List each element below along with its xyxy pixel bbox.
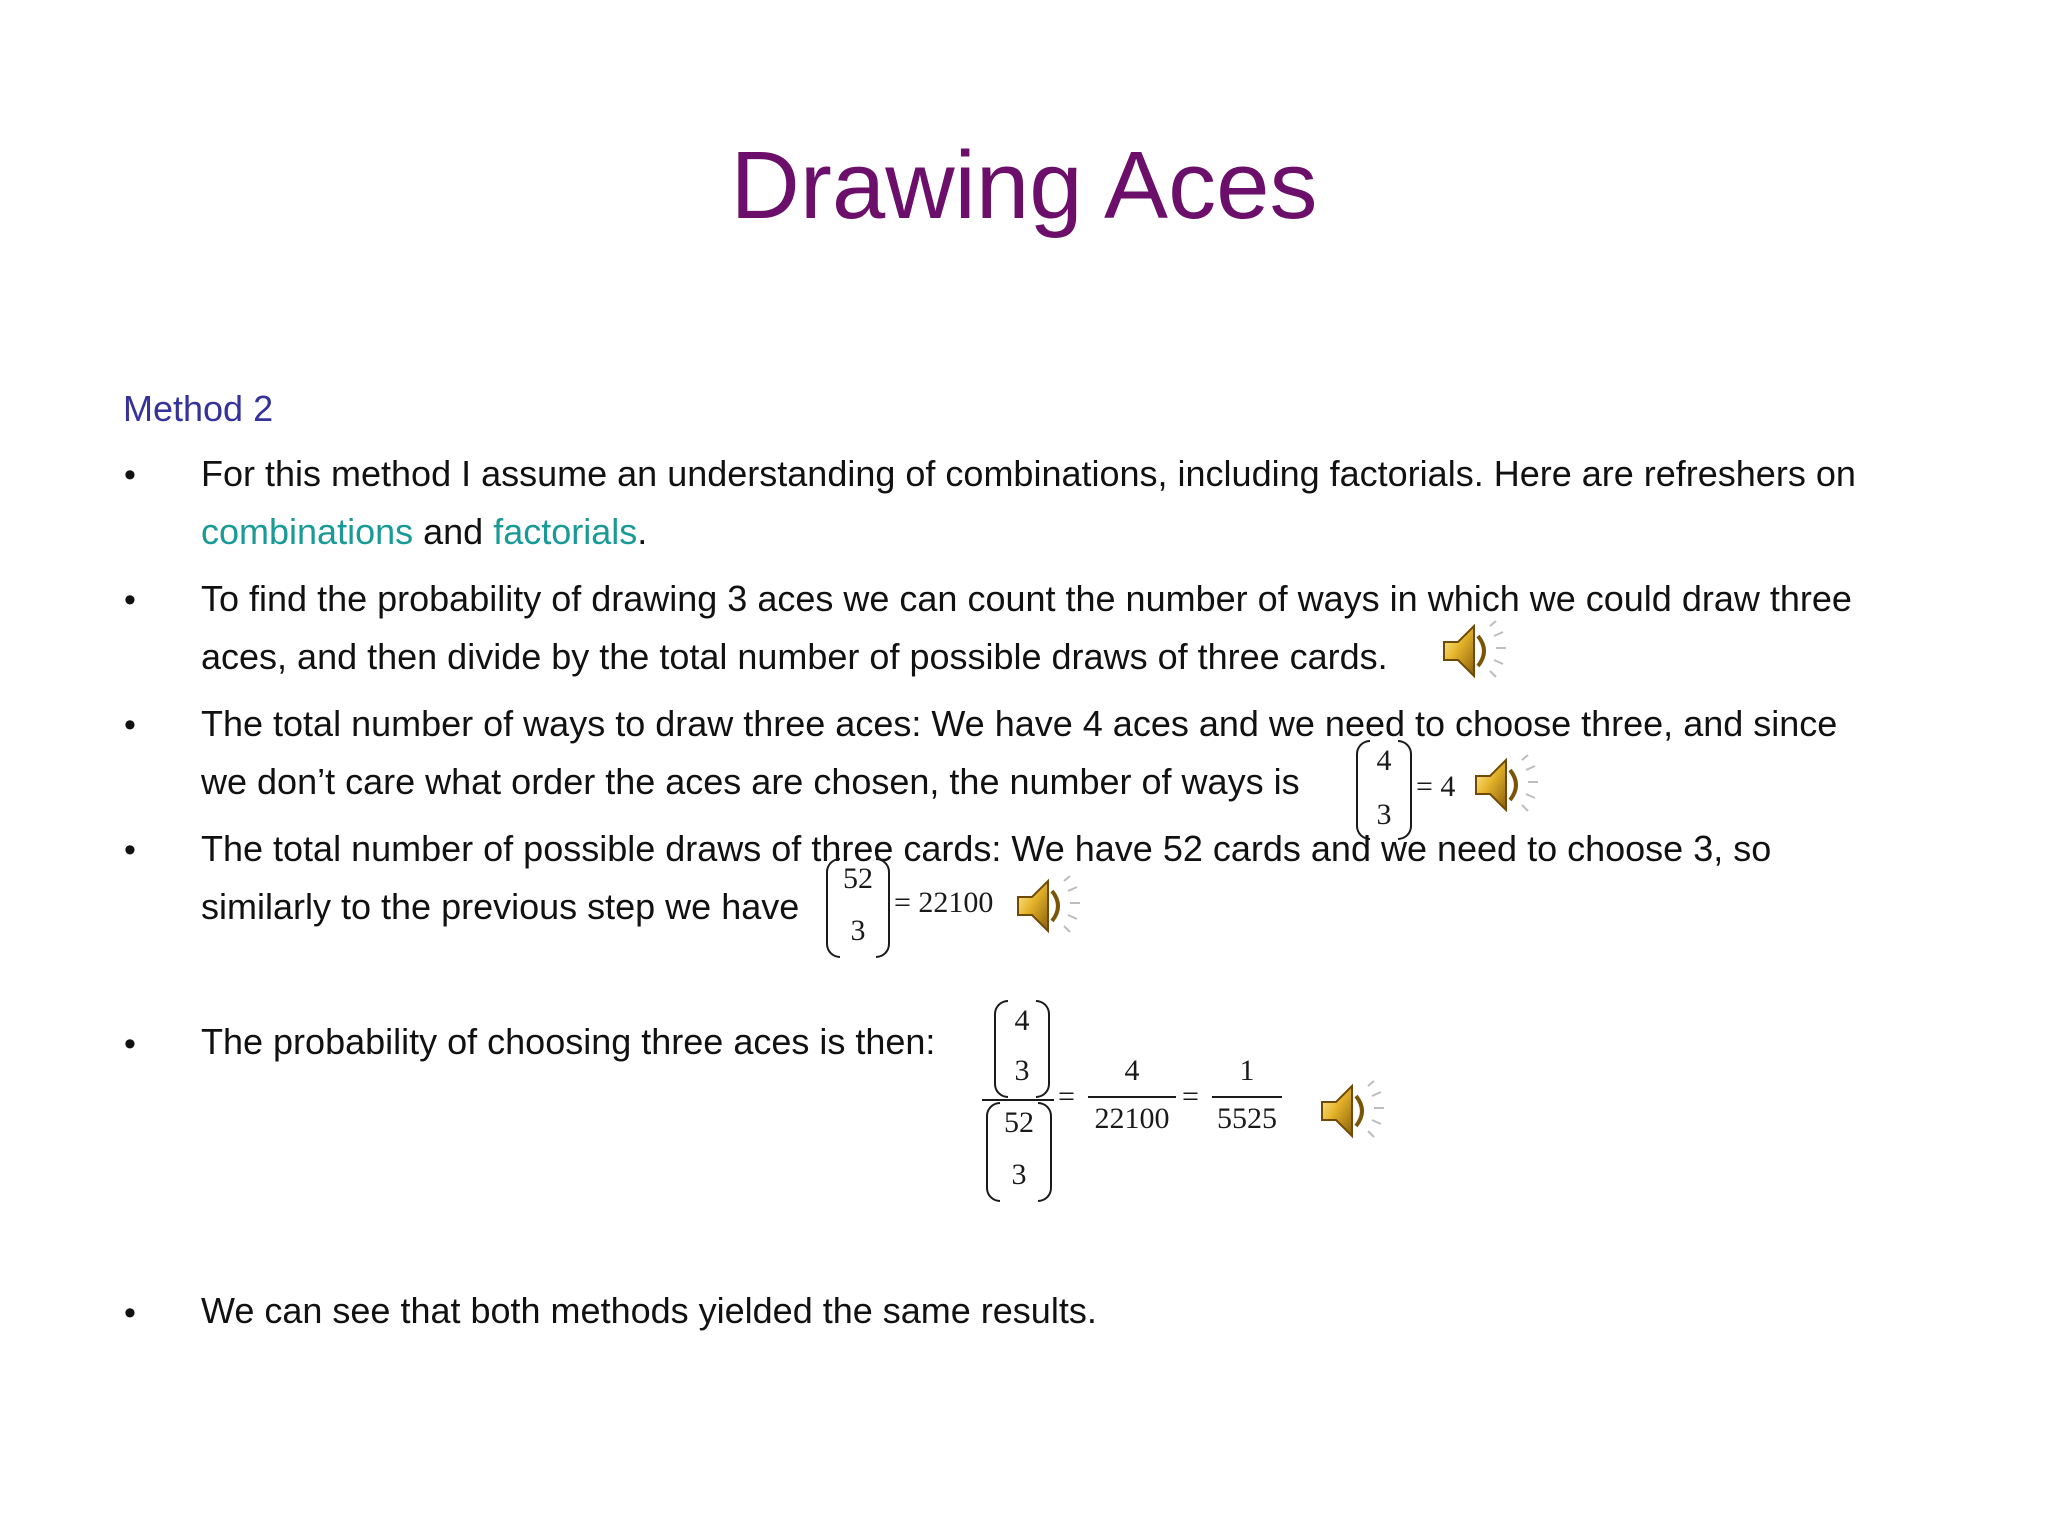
denominator-binomial xyxy=(986,1102,1052,1202)
slide-title: Drawing Aces xyxy=(730,132,1318,239)
speaker-icon[interactable] xyxy=(1316,1078,1386,1144)
binomial-bottom: 3 xyxy=(850,914,866,947)
bullet-3-line-2: we don’t care what order the aces are chosen, the number of ways is xyxy=(201,761,1300,802)
fraction-bar xyxy=(1088,1096,1176,1098)
fraction-numerator: 1 xyxy=(1239,1054,1255,1087)
fraction-denominator: 5525 xyxy=(1217,1102,1277,1135)
period-text: . xyxy=(637,511,648,552)
bullet-4-line-2: similarly to the previous step we have xyxy=(201,886,800,927)
method-heading: Method 2 xyxy=(123,388,274,429)
binomial-52-choose-3 xyxy=(826,858,1016,958)
bullet-marker: • xyxy=(124,706,136,744)
binomial-top: 52 xyxy=(1004,1106,1034,1139)
bullet-marker: • xyxy=(124,581,136,619)
speaker-icon[interactable] xyxy=(1438,618,1508,684)
and-text: and xyxy=(423,511,484,552)
numerator-binomial xyxy=(994,1000,1050,1098)
binomial-top: 52 xyxy=(843,862,873,895)
speaker-icon[interactable] xyxy=(1470,752,1540,818)
fraction-numerator: 4 xyxy=(1124,1054,1140,1087)
binomial-4-choose-3 xyxy=(1356,740,1486,840)
binomial-bottom: 3 xyxy=(1014,1054,1030,1087)
fraction-denominator: 22100 xyxy=(1094,1102,1170,1135)
bullet-1-line-2 xyxy=(201,511,647,553)
bullet-5-line-1: The probability of choosing three aces is then: xyxy=(201,1021,936,1062)
bullet-marker: • xyxy=(124,1025,136,1063)
fraction-bar xyxy=(982,1099,1054,1101)
bullet-marker: • xyxy=(124,1294,136,1332)
binomial-top: 4 xyxy=(1014,1004,1030,1037)
equals-sign: = xyxy=(1182,1080,1199,1113)
bullet-marker: • xyxy=(124,456,136,494)
bullet-6-line-1: We can see that both methods yielded the same results. xyxy=(201,1290,1097,1331)
bullet-3-line-1: The total number of ways to draw three aces: We have 4 aces and we need to choose three, and since xyxy=(201,703,1838,744)
equals-sign: = xyxy=(1058,1080,1075,1113)
binomial-result: = 4 xyxy=(1416,770,1456,803)
binomial-top: 4 xyxy=(1376,744,1392,777)
bullet-1-line-1: For this method I assume an understanding of combinations, including factorials. Here are refreshers on xyxy=(201,453,1856,494)
fraction-bar xyxy=(1212,1096,1282,1098)
probability-formula xyxy=(982,1000,1302,1205)
speaker-icon[interactable] xyxy=(1012,873,1082,939)
combinations-link[interactable]: combinations xyxy=(201,511,414,552)
binomial-result: = 22100 xyxy=(894,886,994,919)
bullet-4-line-1: The total number of possible draws of three cards: We have 52 cards and we need to choose 3, so xyxy=(201,828,1772,869)
factorials-link[interactable]: factorials xyxy=(493,511,638,552)
bullet-2-line-2: aces, and then divide by the total number of possible draws of three cards. xyxy=(201,636,1388,677)
binomial-bottom: 3 xyxy=(1376,798,1392,831)
bullet-2-line-1: To find the probability of drawing 3 aces we can count the number of ways in which we could draw three xyxy=(201,578,1852,619)
bullet-marker: • xyxy=(124,831,136,869)
binomial-bottom: 3 xyxy=(1011,1158,1027,1191)
